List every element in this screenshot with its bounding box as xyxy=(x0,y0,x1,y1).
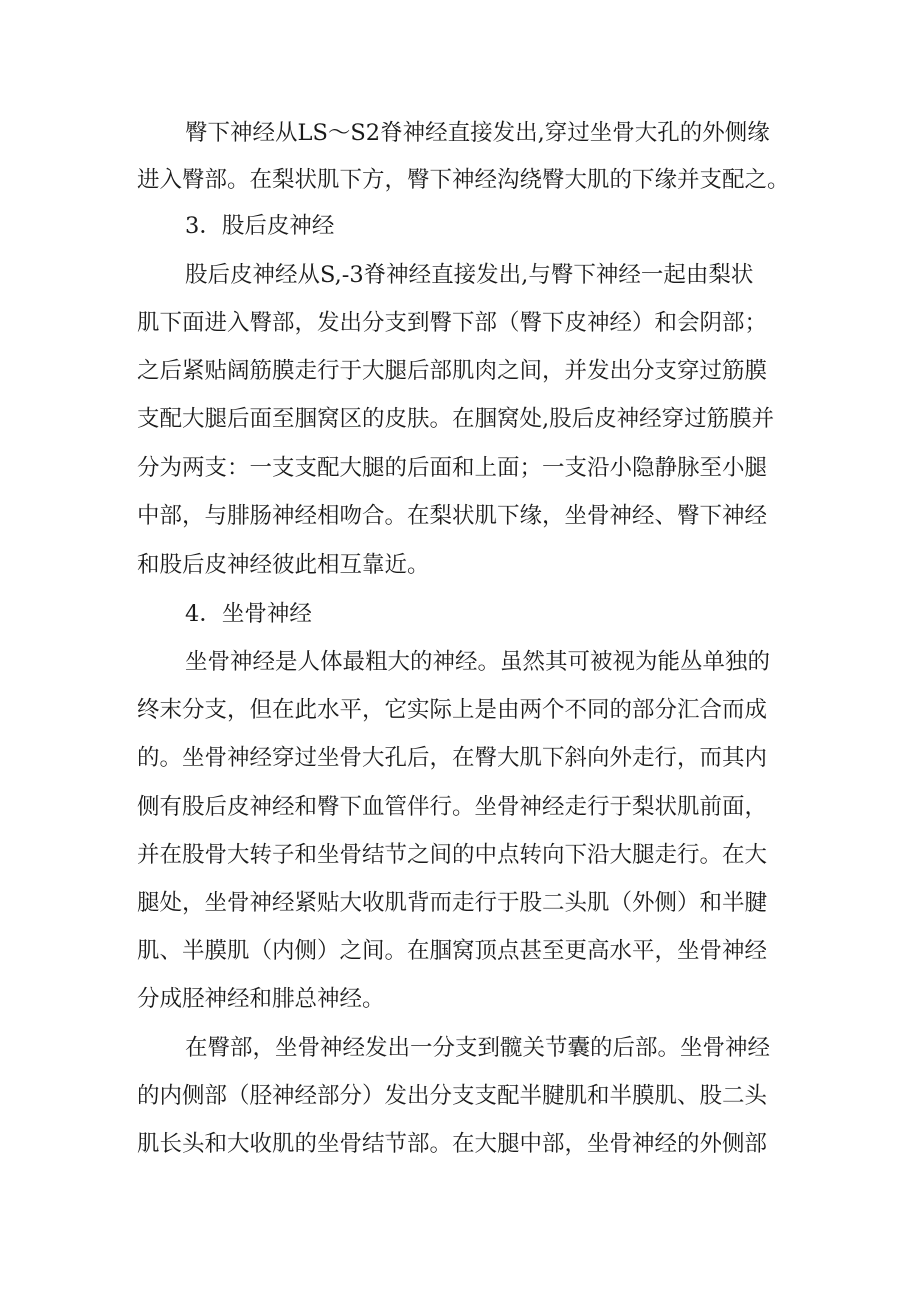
paragraph-line: 终末分支，但在此水平，它实际上是由两个不同的部分汇合而成 xyxy=(137,697,768,723)
paragraph-line: 中部，与腓肠神经相吻合。在梨状肌下缘，坐骨神经、臀下神经 xyxy=(137,503,768,529)
paragraph-line: 股后皮神经从S,-3脊神经直接发出,与臀下神经一起由梨状 xyxy=(185,262,754,288)
paragraph-line: 腿处，坐骨神经紧贴大收肌背而走行于股二头肌（外侧）和半腱 xyxy=(137,890,768,916)
paragraph-line: 在臀部，坐骨神经发出一分支到髋关节囊的后部。坐骨神经 xyxy=(185,1035,771,1061)
paragraph-line: 坐骨神经是人体最粗大的神经。虽然其可被视为能丛单独的 xyxy=(185,649,771,675)
section-heading: 4．坐骨神经 xyxy=(185,601,312,627)
paragraph-line: 分成胫神经和腓总神经。 xyxy=(137,986,385,1012)
paragraph-line: 的。坐骨神经穿过坐骨大孔后，在臀大肌下斜向外走行，而其内 xyxy=(137,745,768,771)
paragraph-line: 进入臀部。在梨状肌下方，臀下神经沟绕臀大肌的下缘并支配之。 xyxy=(137,167,790,193)
paragraph-line: 的内侧部（胫神经部分）发出分支支配半腱肌和半膜肌、股二头 xyxy=(137,1083,768,1109)
section-heading: 3．股后皮神经 xyxy=(185,213,335,239)
paragraph-line: 肌下面进入臀部，发出分支到臀下部（臀下皮神经）和会阴部； xyxy=(137,310,768,336)
paragraph-line: 臀下神经从LS～S2脊神经直接发出,穿过坐骨大孔的外侧缘 xyxy=(185,120,770,146)
paragraph-line: 和股后皮神经彼此相互靠近。 xyxy=(137,552,430,578)
paragraph-line: 之后紧贴阔筋膜走行于大腿后部肌肉之间，并发出分支穿过筋膜 xyxy=(137,358,768,384)
paragraph-line: 肌、半膜肌（内侧）之间。在腘窝顶点甚至更高水平，坐骨神经 xyxy=(137,938,768,964)
paragraph-line: 侧有股后皮神经和臀下血管伴行。坐骨神经走行于梨状肌前面， xyxy=(137,794,768,820)
paragraph-line: 并在股骨大转子和坐骨结节之间的中点转向下沿大腿走行。在大 xyxy=(137,842,768,868)
paragraph-line: 分为两支：一支支配大腿的后面和上面；一支沿小隐静脉至小腿 xyxy=(137,455,768,481)
paragraph-line: 肌长头和大收肌的坐骨结节部。在大腿中部，坐骨神经的外侧部 xyxy=(137,1131,768,1157)
paragraph-line: 支配大腿后面至腘窝区的皮肤。在腘窝处,股后皮神经穿过筋膜并 xyxy=(137,406,775,432)
